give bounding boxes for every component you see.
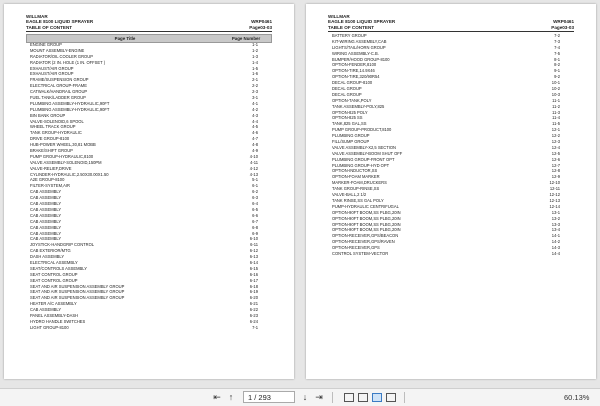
row-title: TANK GROUP-HYDRAULIC — [30, 130, 82, 136]
row-page-number: 2-1 — [252, 77, 258, 83]
row-title: SEAT/CONTROLS ASSEMBLY — [30, 265, 87, 271]
row-page-number: 6-17 — [249, 277, 258, 283]
row-page-number: 13-4 — [551, 227, 560, 233]
row-title: BATTERY GROUP — [332, 33, 367, 38]
row-page-number: 6-13 — [249, 254, 258, 260]
document-page-2 — [306, 4, 596, 379]
row-page-number: 4-5 — [252, 124, 258, 130]
row-title: VALVE ASSEMBLY-X2,5 SECTION — [332, 144, 397, 150]
row-page-number: 2-2 — [252, 83, 258, 89]
row-page-number: 11-4 — [552, 115, 560, 121]
row-page-number: 4-9 — [252, 148, 258, 154]
row-title: ELECTRICAL ASSEMBLY — [30, 259, 78, 265]
row-title: SEAT CONTROL GROUP — [30, 277, 78, 283]
row-page-number: 6-4 — [252, 201, 258, 207]
row-title: HEATER A/C ASSEMBLY — [30, 301, 77, 307]
row-title: PLUMBING ASSEMBLY-HYDRAULIC,90FT — [30, 100, 110, 106]
row-page-number: 7-5 — [554, 50, 560, 56]
row-page-number: 6-12 — [249, 248, 258, 254]
company-name: WILLMAR — [328, 14, 350, 19]
row-page-number: 7-2 — [554, 33, 560, 38]
row-title: RADIATOR/OIL COOLER GROUP — [30, 53, 93, 59]
row-page-number: 11-1 — [552, 97, 560, 103]
row-page-number: 6-8 — [252, 224, 258, 230]
row-title: OPTION-TANK,POLY — [332, 97, 372, 103]
row-page-number: 4-7 — [252, 136, 258, 142]
row-page-number: 1-6 — [252, 71, 258, 77]
first-page-icon[interactable]: ⇤ — [213, 392, 221, 402]
row-title: VALVE ASSEMBLY-SOLENOID,150PM — [30, 159, 102, 165]
two-page-continuous-layout-icon[interactable] — [386, 393, 396, 402]
product-name: EAGLE 8100 LIQUID SPRAYER — [26, 19, 94, 25]
company-name: WILLMAR — [26, 14, 48, 19]
row-title: OPTION-90FT BOOM,SS PLBG,20IN — [332, 221, 401, 227]
row-title: SEAT AND AIR SUSPENSION ASSEMBLY GROUP — [30, 283, 125, 289]
row-page-number: 11-5 — [552, 121, 560, 127]
doc-code: WRP0461 — [553, 19, 574, 25]
row-page-number: 6-18 — [249, 283, 258, 289]
row-page-number: 4-11 — [250, 159, 258, 165]
row-title: BRAKE/SHIFT GROUP — [30, 148, 73, 154]
row-title: VALVE-BALL,2 1/2 — [332, 192, 367, 198]
row-page-number: 7-4 — [554, 44, 560, 50]
row-title: PLUMBING GROUP-FRONT OPT — [332, 156, 395, 162]
row-title: WHEEL TRACK GROUP — [30, 124, 76, 130]
row-title: VALVE ASSEMBLY-BOOM SHUT OFF — [332, 150, 403, 156]
row-page-number: 6-14 — [249, 259, 258, 265]
row-title: WIRING ASSEMBLY-C.B. — [332, 50, 379, 56]
row-title: CAB ASSEMBLY — [30, 224, 62, 230]
row-title: BIN BANK GROUP — [30, 112, 66, 118]
column-title-header: Page Title — [114, 36, 136, 41]
row-title: CAB ASSEMBLY — [30, 195, 62, 201]
row-title: CAB ASSEMBLY — [30, 201, 62, 207]
zoom-level[interactable]: 60.13% — [564, 393, 590, 402]
row-page-number: 12-2 — [551, 133, 560, 139]
row-page-number: 1-3 — [252, 53, 258, 59]
row-page-number: 14-1 — [551, 233, 560, 239]
row-title: OPTION-RECEIVER,GPS/BEACON — [332, 233, 399, 239]
row-title: EXHAUST/AIR GROUP — [30, 65, 74, 71]
single-page-layout-icon[interactable] — [344, 393, 354, 402]
last-page-icon[interactable]: ⇥ — [315, 392, 323, 402]
page-header — [26, 14, 272, 30]
row-title: LIGHT GROUP-8100 — [30, 324, 69, 330]
row-title: CATWALK/HANDRAIL GROUP — [30, 89, 88, 95]
row-title: VALVE-RELIEF,DRIVE — [30, 165, 72, 171]
row-title: CAB ASSEMBLY — [30, 206, 62, 212]
row-page-number: 9-2 — [554, 74, 560, 80]
row-title: SEAT AND AIR SUSPENSION ASSEMBLY GROUP — [30, 295, 125, 301]
header-rule — [26, 31, 272, 32]
row-title: OPTION-90FT BOOM,SS PLBG,20IN — [332, 209, 401, 215]
row-page-number: 6-3 — [252, 195, 258, 201]
row-title: FILL/SUMP GROUP — [332, 139, 370, 145]
row-title: PUMP GROUP-HYDRAULIC,8100 — [30, 153, 94, 159]
column-number-header: Page Number — [231, 36, 261, 41]
row-page-number: 12-11 — [549, 186, 560, 192]
row-page-number: 12-7 — [551, 162, 560, 168]
row-page-number: 6-6 — [252, 212, 258, 218]
row-title: VALVE-SOLENOID,6 SPOOL — [30, 118, 84, 124]
row-page-number: 1-4 — [252, 59, 258, 65]
row-title: PLUMBING GROUP — [332, 133, 370, 139]
product-name: EAGLE 8100 LIQUID SPRAYER — [328, 19, 396, 25]
row-title: CAB ASSEMBLY — [30, 236, 62, 242]
header-rule — [328, 31, 574, 32]
row-title: PUMP GROUP-PRODUCT,8100 — [332, 127, 392, 133]
row-page-number: 6-1 — [252, 183, 258, 189]
row-title: OPTION-FENDER,8100 — [332, 62, 377, 68]
row-page-number: 8-2 — [554, 62, 560, 68]
row-page-number: 14-2 — [551, 239, 560, 245]
row-title: OPTION-INDUCTOR,SS — [332, 168, 378, 174]
row-title: DECAL GROUP — [332, 91, 362, 97]
row-page-number: 6-16 — [249, 271, 258, 277]
row-page-number: 6-2 — [252, 189, 258, 195]
row-page-number: 6-7 — [252, 218, 258, 224]
row-title: ELECTRICAL GROUP-FRAME — [30, 83, 87, 89]
row-title: A2E GROUP-8100 — [30, 177, 65, 183]
row-page-number: 5-1 — [252, 177, 258, 183]
row-page-number: 6-10 — [249, 236, 258, 242]
toolbar-divider — [404, 392, 405, 403]
doc-code: WRP0461 — [251, 19, 272, 25]
row-title: CAB ASSEMBLY — [30, 189, 62, 195]
row-page-number: 7-3 — [554, 38, 560, 44]
row-page-number: 6-5 — [252, 206, 258, 212]
row-page-number: 12-10 — [549, 180, 560, 186]
row-title: CYLINDER-HYDRAULIC,2.50X30.00X1.50 — [30, 171, 109, 177]
row-page-number: 12-4 — [551, 144, 560, 150]
row-page-number: 13-1 — [551, 209, 560, 215]
page-ref: Page03-03 — [249, 24, 272, 30]
row-page-number: 10-1 — [551, 80, 560, 86]
two-page-layout-icon[interactable] — [372, 393, 382, 402]
row-page-number: 12-1 — [551, 127, 560, 133]
row-page-number: 13-2 — [551, 215, 560, 221]
row-page-number: 8-1 — [554, 56, 560, 62]
row-page-number: 6-23 — [249, 312, 258, 318]
row-title: DECAL GROUP-8100 — [332, 80, 373, 86]
row-title: LIGHTS/TAIL/HORN GROUP — [332, 44, 386, 50]
row-page-number: 13-3 — [551, 221, 560, 227]
table-row — [26, 325, 272, 331]
row-page-number: 6-9 — [252, 230, 258, 236]
row-page-number: 6-21 — [249, 301, 258, 307]
page-number-input[interactable]: 1 / 293 — [243, 391, 295, 403]
row-page-number: 14-4 — [551, 250, 560, 256]
row-title: KIT-WIRING ASSEMBLY,CAB — [332, 38, 387, 44]
row-page-number: 7-1 — [252, 324, 258, 330]
row-page-number: 4-1 — [252, 100, 258, 106]
row-page-number: 1-2 — [252, 47, 258, 53]
row-title: OPTION-TIRE,14.9X46 — [332, 68, 375, 74]
row-title: DASH ASSEMBLY — [30, 254, 65, 260]
row-page-number: 1-5 — [252, 65, 258, 71]
row-title: MARKER-FOAM,DRUCKERS — [332, 180, 387, 186]
row-title: TANK ASSEMBLY-POLY,825 — [332, 103, 385, 109]
row-title: OPTION-90FT BOOM,SS PLBG,20IN — [332, 227, 401, 233]
row-title: CAB ASSEMBLY — [30, 218, 62, 224]
row-title: TANK,825 GAL,SS — [332, 121, 367, 127]
row-title: OPTION-825 POLY — [332, 109, 368, 115]
row-page-number: 12-12 — [549, 192, 560, 198]
row-title: DRIVE GROUP-8100 — [30, 136, 70, 142]
row-title: SEAT AND AIR SUSPENSION ASSEMBLY GROUP — [30, 289, 125, 295]
row-title: OPTION-RECEIVER,GPS/RAVEN — [332, 239, 395, 245]
row-page-number: 6-15 — [249, 265, 258, 271]
row-page-number: 4-6 — [252, 130, 258, 136]
row-page-number: 9-1 — [554, 68, 560, 74]
row-page-number: 10-2 — [551, 86, 560, 92]
row-title: TANK RINSE,SS GAL POLY — [332, 197, 384, 203]
row-title: DECAL GROUP — [332, 86, 362, 92]
row-title: CAB EXTERIOR/MTG — [30, 248, 71, 254]
row-title: OPTION-FOAM MARKER — [332, 174, 380, 180]
row-page-number: 4-2 — [252, 106, 258, 112]
row-title: MOUNT ASSEMBLY-ENGINE — [30, 47, 85, 53]
row-page-number: 12-9 — [551, 174, 560, 180]
viewer-toolbar — [0, 388, 600, 406]
row-page-number: 2-3 — [252, 89, 258, 95]
row-page-number: 6-24 — [249, 318, 258, 324]
row-title: OPTION-TIRE,320/90R54 — [332, 74, 380, 80]
row-page-number: 14-3 — [551, 245, 560, 251]
toc-label: TABLE OF CONTENT — [328, 24, 375, 30]
next-page-icon[interactable]: ↓ — [302, 392, 308, 402]
row-title: PUMP-HYDRAULIC CENTRIFUGAL — [332, 203, 399, 209]
continuous-layout-icon[interactable] — [358, 393, 368, 402]
row-title: TANK GROUP-RINSE,SS — [332, 186, 380, 192]
row-page-number: 1-1 — [252, 42, 258, 47]
row-title: PANEL ASSEMBLY-DASH — [30, 312, 79, 318]
row-page-number: 4-3 — [252, 112, 258, 118]
row-page-number: 4-8 — [252, 142, 258, 148]
row-page-number: 6-20 — [249, 295, 258, 301]
toc-label: TABLE OF CONTENT — [26, 24, 73, 30]
row-page-number: 11-2 — [552, 103, 560, 109]
row-title: HYDRO HANDLE SWITCHES — [30, 318, 86, 324]
row-title: FILTER-SYSTEM,AIR — [30, 183, 70, 189]
toc-table — [26, 42, 272, 331]
row-page-number: 12-6 — [551, 156, 560, 162]
row-title: PLUMBING GROUP-HYD OPT — [332, 162, 390, 168]
row-title: BUMPER/HOOD GROUP-8100 — [332, 56, 390, 62]
row-page-number: 12-13 — [549, 197, 560, 203]
row-title: PLUMBING ASSEMBLY-HYDRAULIC,90FT — [30, 106, 110, 112]
row-page-number: 6-19 — [249, 289, 258, 295]
row-page-number: 4-10 — [249, 153, 258, 159]
row-title: OPTION-825 SS — [332, 115, 363, 121]
page-header — [328, 14, 574, 30]
row-title: OPTION-90FT BOOM,SS PLBG,20IN — [332, 215, 401, 221]
row-page-number: 12-8 — [551, 168, 560, 174]
row-title: EXHAUST/AIR GROUP — [30, 71, 74, 77]
row-page-number: 4-12 — [249, 165, 258, 171]
page-ref: Page03-03 — [551, 24, 574, 30]
row-title: OPTION-RECEIVER,GPS — [332, 245, 380, 251]
toc-table — [328, 33, 574, 257]
row-page-number: 4-4 — [252, 118, 258, 124]
table-row — [328, 251, 574, 257]
row-title: ENGINE GROUP — [30, 42, 62, 47]
toolbar-divider — [332, 392, 333, 403]
row-title: CAB ASSEMBLY — [30, 212, 62, 218]
row-page-number: 10-3 — [551, 91, 560, 97]
row-title: FUEL TANK/LADDER GROUP — [30, 95, 86, 101]
prev-page-icon[interactable]: ↑ — [228, 392, 234, 402]
document-page-1 — [4, 4, 294, 379]
row-title: JOYSTICK-HANDGRIP CONTROL — [30, 242, 95, 248]
row-title: HUB-POWER WHEEL,30,81 MOBB — [30, 142, 96, 148]
row-title: SEAT CONTROL GROUP — [30, 271, 78, 277]
row-page-number: 6-22 — [249, 307, 258, 313]
row-page-number: 3-1 — [252, 95, 258, 101]
row-title: RADIATOR (2 IN. HOLE (1 IN. OFFSET ) — [30, 59, 106, 65]
row-page-number: 11-3 — [552, 109, 560, 115]
row-title: CONTROL SYSTEM-VECTOR — [332, 250, 389, 256]
row-title: CAB ASSEMBLY — [30, 230, 62, 236]
row-page-number: 12-5 — [551, 150, 560, 156]
row-page-number: 6-11 — [250, 242, 258, 248]
row-page-number: 4-13 — [249, 171, 258, 177]
row-page-number: 12-3 — [551, 139, 560, 145]
row-title: CAB ASSEMBLY — [30, 307, 62, 313]
row-page-number: 12-14 — [549, 203, 560, 209]
row-title: FRAME/SUSPENSION GROUP — [30, 77, 89, 83]
